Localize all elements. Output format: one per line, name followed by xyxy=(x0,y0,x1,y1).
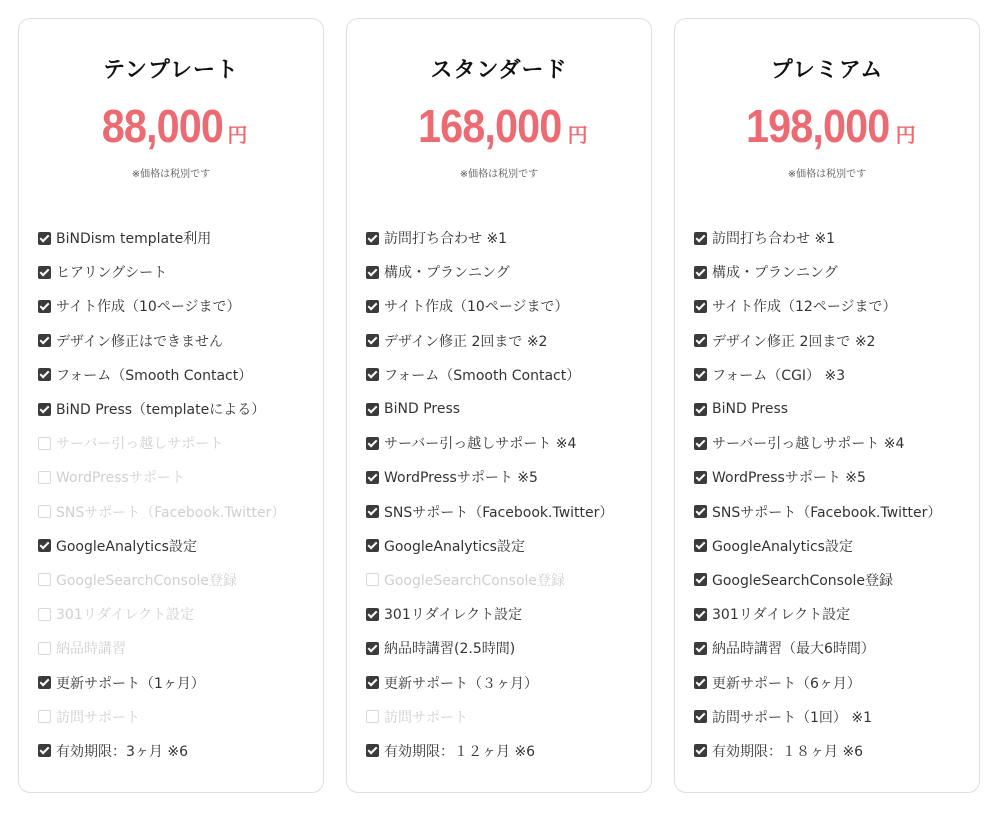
plan-price xyxy=(675,99,979,153)
checked-checkbox-icon xyxy=(694,437,707,450)
checked-checkbox-icon xyxy=(694,744,707,757)
feature-item xyxy=(366,426,643,460)
feature-item xyxy=(38,665,315,699)
feature-item xyxy=(38,597,315,631)
checked-checkbox-icon xyxy=(366,232,379,245)
plan-title: スタンダード xyxy=(430,58,568,83)
feature-item xyxy=(694,631,971,665)
feature-item xyxy=(38,358,315,392)
feature-label: BiND Press xyxy=(712,401,789,418)
checked-checkbox-icon xyxy=(38,676,51,689)
feature-item xyxy=(366,495,643,529)
feature-label: 301リダイレクト設定 xyxy=(384,607,523,624)
checked-checkbox-icon xyxy=(694,676,707,689)
checked-checkbox-icon xyxy=(38,539,51,552)
feature-label: WordPressサポート ※5 xyxy=(712,470,866,487)
feature-label: 301リダイレクト設定 xyxy=(712,607,851,624)
checked-checkbox-icon xyxy=(694,642,707,655)
feature-label: フォーム（Smooth Contact） xyxy=(384,367,581,384)
checked-checkbox-icon xyxy=(694,710,707,723)
checked-checkbox-icon xyxy=(38,300,51,313)
feature-label: 構成・プランニング xyxy=(384,265,510,282)
feature-item xyxy=(694,495,971,529)
price-amount: 88,000 xyxy=(101,100,223,152)
unchecked-checkbox-icon xyxy=(38,471,51,484)
checked-checkbox-icon xyxy=(38,403,51,416)
feature-item xyxy=(38,221,315,255)
checked-checkbox-icon xyxy=(694,471,707,484)
feature-item xyxy=(694,529,971,563)
checked-checkbox-icon xyxy=(366,608,379,621)
feature-label: サーバー引っ越しサポート ※4 xyxy=(712,436,905,453)
feature-label: デザイン修正はできません xyxy=(56,333,224,350)
feature-label: BiND Press xyxy=(384,401,461,418)
feature-item xyxy=(366,631,643,665)
feature-item xyxy=(38,289,315,323)
unchecked-checkbox-icon xyxy=(38,710,51,723)
feature-label: GoogleAnalytics設定 xyxy=(712,538,853,555)
checked-checkbox-icon xyxy=(366,437,379,450)
feature-label: 更新サポート（３ヶ月） xyxy=(384,675,538,692)
feature-item xyxy=(366,460,643,494)
feature-label: GoogleAnalytics設定 xyxy=(56,538,197,555)
checked-checkbox-icon xyxy=(366,334,379,347)
checked-checkbox-icon xyxy=(694,608,707,621)
feature-item xyxy=(366,597,643,631)
plan-card-premium xyxy=(674,18,980,793)
feature-label: 訪問打ち合わせ ※1 xyxy=(384,231,508,248)
feature-label: 有効期限：１２ヶ月 ※6 xyxy=(384,743,536,760)
feature-label: 有効期限：１８ヶ月 ※6 xyxy=(712,743,864,760)
feature-label: WordPressサポート ※5 xyxy=(384,470,538,487)
plan-card-standard xyxy=(346,18,652,793)
checked-checkbox-icon xyxy=(366,676,379,689)
feature-label: SNSサポート（Facebook.Twitter） xyxy=(712,504,942,521)
feature-label: フォーム（Smooth Contact） xyxy=(56,367,253,384)
checked-checkbox-icon xyxy=(366,266,379,279)
feature-label: GoogleSearchConsole登録 xyxy=(712,572,894,589)
unchecked-checkbox-icon xyxy=(366,573,379,586)
plan-price xyxy=(347,99,651,153)
feature-label: BiND Press（templateによる） xyxy=(56,402,266,419)
tax-note: ※価格は税別です xyxy=(787,169,867,180)
feature-label: 更新サポート（6ヶ月） xyxy=(712,675,861,692)
feature-item xyxy=(366,324,643,358)
unchecked-checkbox-icon xyxy=(38,608,51,621)
feature-item xyxy=(694,324,971,358)
checked-checkbox-icon xyxy=(366,539,379,552)
feature-item xyxy=(38,495,315,529)
feature-item xyxy=(694,426,971,460)
unchecked-checkbox-icon xyxy=(38,505,51,518)
feature-item xyxy=(366,734,643,768)
checked-checkbox-icon xyxy=(366,471,379,484)
feature-item xyxy=(366,529,643,563)
feature-item xyxy=(38,700,315,734)
feature-item xyxy=(694,289,971,323)
unchecked-checkbox-icon xyxy=(38,642,51,655)
feature-item xyxy=(38,392,315,426)
feature-item xyxy=(366,221,643,255)
feature-label: サーバー引っ越しサポート xyxy=(56,436,224,453)
checked-checkbox-icon xyxy=(366,403,379,416)
feature-item xyxy=(694,734,971,768)
feature-label: SNSサポート（Facebook.Twitter） xyxy=(56,504,286,521)
feature-label: 更新サポート（1ヶ月） xyxy=(56,675,205,692)
feature-label: BiNDism template利用 xyxy=(56,231,212,248)
feature-label: 納品時講習 xyxy=(56,641,126,658)
feature-item xyxy=(694,460,971,494)
feature-label: サイト作成（10ページまで） xyxy=(384,299,569,316)
feature-item xyxy=(38,734,315,768)
plan-title: テンプレート xyxy=(102,58,240,83)
price-amount: 168,000 xyxy=(418,100,562,152)
feature-item xyxy=(38,529,315,563)
feature-item xyxy=(366,700,643,734)
feature-item xyxy=(366,255,643,289)
pricing-plans xyxy=(18,18,982,795)
feature-item xyxy=(38,255,315,289)
checked-checkbox-icon xyxy=(694,232,707,245)
checked-checkbox-icon xyxy=(38,744,51,757)
feature-label: サイト作成（12ページまで） xyxy=(712,299,897,316)
feature-label: サーバー引っ越しサポート ※4 xyxy=(384,436,577,453)
checked-checkbox-icon xyxy=(366,368,379,381)
price-unit: 円 xyxy=(567,123,588,147)
plan-card-template xyxy=(18,18,324,793)
feature-label: デザイン修正 2回まで ※2 xyxy=(712,333,876,350)
unchecked-checkbox-icon xyxy=(38,573,51,586)
feature-label: SNSサポート（Facebook.Twitter） xyxy=(384,504,614,521)
unchecked-checkbox-icon xyxy=(366,710,379,723)
feature-label: 有効期限：3ヶ月 ※6 xyxy=(56,743,188,760)
checked-checkbox-icon xyxy=(366,744,379,757)
checked-checkbox-icon xyxy=(694,266,707,279)
feature-item xyxy=(694,665,971,699)
plan-title: プレミアム xyxy=(770,58,884,83)
checked-checkbox-icon xyxy=(694,539,707,552)
feature-item xyxy=(38,460,315,494)
tax-note: ※価格は税別です xyxy=(459,169,539,180)
feature-item xyxy=(366,358,643,392)
price-unit: 円 xyxy=(895,123,916,147)
feature-item xyxy=(694,597,971,631)
checked-checkbox-icon xyxy=(694,368,707,381)
feature-item xyxy=(694,255,971,289)
checked-checkbox-icon xyxy=(694,334,707,347)
feature-list xyxy=(694,221,971,768)
checked-checkbox-icon xyxy=(366,300,379,313)
feature-label: GoogleAnalytics設定 xyxy=(384,538,525,555)
feature-label: ヒアリングシート xyxy=(56,265,168,282)
feature-label: サイト作成（10ページまで） xyxy=(56,299,241,316)
feature-label: 301リダイレクト設定 xyxy=(56,607,195,624)
feature-label: GoogleSearchConsole登録 xyxy=(384,572,566,589)
feature-label: デザイン修正 2回まで ※2 xyxy=(384,333,548,350)
feature-label: 納品時講習（最大6時間） xyxy=(712,641,875,658)
feature-label: WordPressサポート xyxy=(56,470,185,487)
plan-price xyxy=(19,99,323,153)
feature-label: フォーム（CGI） ※3 xyxy=(712,367,846,384)
feature-item xyxy=(38,426,315,460)
checked-checkbox-icon xyxy=(694,403,707,416)
feature-item xyxy=(38,324,315,358)
feature-label: 訪問打ち合わせ ※1 xyxy=(712,231,836,248)
feature-item xyxy=(38,631,315,665)
feature-list xyxy=(38,221,315,768)
feature-label: 納品時講習(2.5時間) xyxy=(384,641,516,658)
feature-label: 訪問サポート（1回） ※1 xyxy=(712,709,872,726)
feature-label: 訪問サポート xyxy=(384,709,468,726)
tax-note: ※価格は税別です xyxy=(131,169,211,180)
feature-item xyxy=(366,665,643,699)
checked-checkbox-icon xyxy=(366,642,379,655)
checked-checkbox-icon xyxy=(694,505,707,518)
feature-label: GoogleSearchConsole登録 xyxy=(56,572,238,589)
feature-item xyxy=(694,221,971,255)
feature-label: 構成・プランニング xyxy=(712,265,838,282)
price-amount: 198,000 xyxy=(746,100,890,152)
feature-item xyxy=(694,700,971,734)
checked-checkbox-icon xyxy=(694,573,707,586)
checked-checkbox-icon xyxy=(694,300,707,313)
checked-checkbox-icon xyxy=(38,368,51,381)
feature-item xyxy=(694,563,971,597)
feature-item xyxy=(694,358,971,392)
feature-item xyxy=(366,289,643,323)
feature-item xyxy=(366,392,643,426)
price-unit: 円 xyxy=(227,123,248,147)
unchecked-checkbox-icon xyxy=(38,437,51,450)
checked-checkbox-icon xyxy=(38,266,51,279)
checked-checkbox-icon xyxy=(38,334,51,347)
checked-checkbox-icon xyxy=(366,505,379,518)
feature-list xyxy=(366,221,643,768)
feature-item xyxy=(366,563,643,597)
feature-label: 訪問サポート xyxy=(56,709,140,726)
feature-item xyxy=(694,392,971,426)
checked-checkbox-icon xyxy=(38,232,51,245)
feature-item xyxy=(38,563,315,597)
